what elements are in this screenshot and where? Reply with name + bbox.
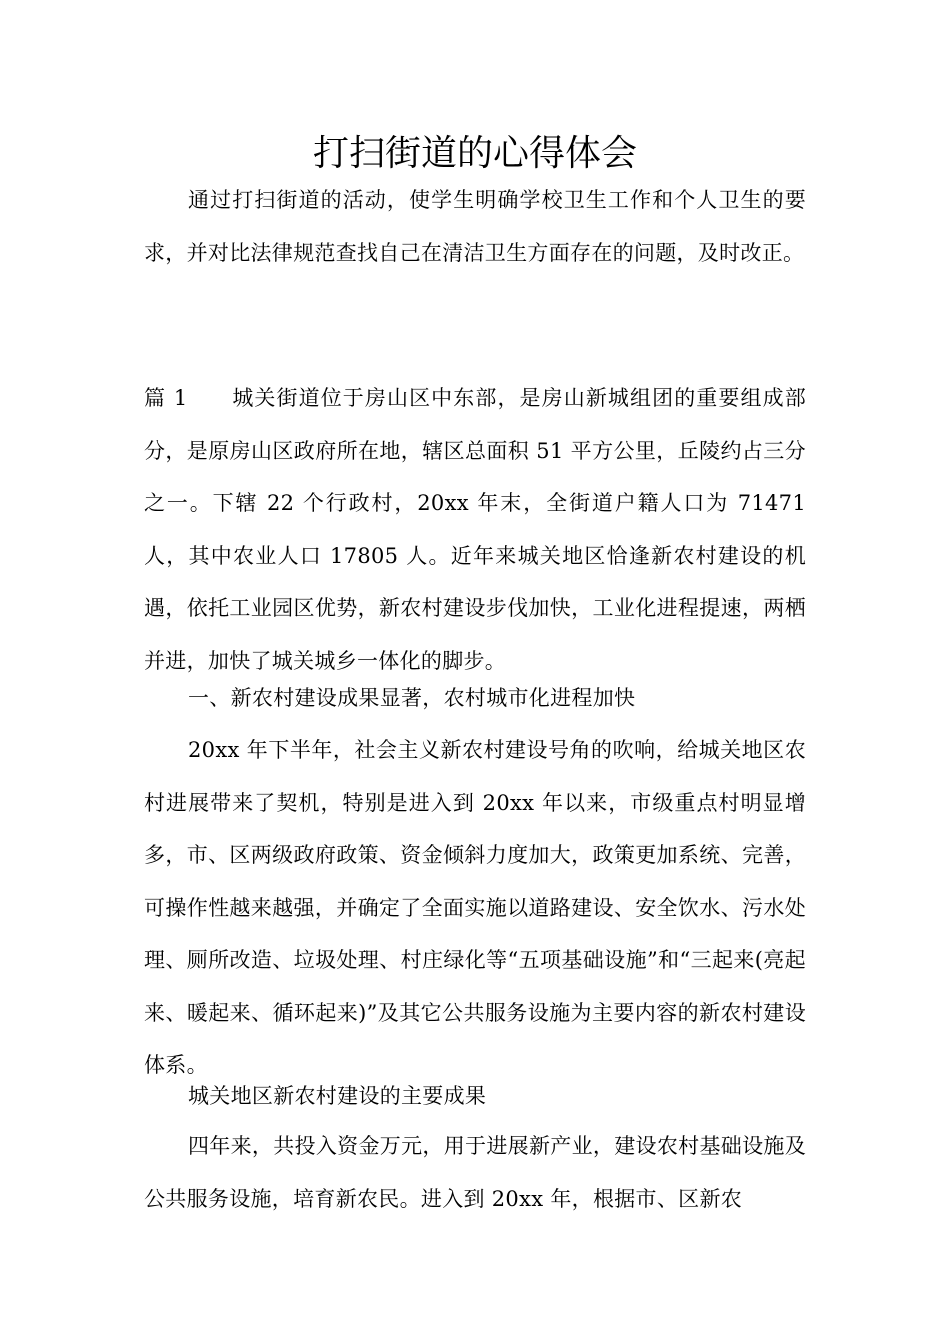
body-paragraph-1: 20xx 年下半年，社会主义新农村建设号角的吹响，给城关地区农村进展带来了契机，特别是进入到 20xx 年以来，市级重点村明显增多，市、区两级政府政策、资金倾斜力度加大，政策更加系统、完善，可操作性越来越强，并确定了全面实施以道路建设、安全饮水、污水处理、厕所改造、垃圾处理、村庄绿化等“五项基础设施”和“三起来(亮起来、暖起来、循环起来)”及其它公共服务设施为主要内容的新农村建设体系。: [144, 738, 806, 1077]
section-text: 城关街道位于房山区中东部，是房山新城组团的重要组成部分，是原房山区政府所在地，辖区总面积 51 平方公里，丘陵约占三分之一。下辖 22 个行政村，20xx 年末，全街道户籍人口为 71471 人，其中农业人口 17805 人。近年来城关地区恰逢新农村建设的机遇，依托工业园区优势，新农村建设步伐加快，工业化进程提速，两栖并进，加快了城关城乡一体化的脚步。: [144, 386, 806, 673]
intro-paragraph: 通过打扫街道的活动，使学生明确学校卫生工作和个人卫生的要求，并对比法律规范查找自己在清洁卫生方面存在的问题，及时改正。: [144, 188, 806, 265]
section-paragraph: [144, 372, 806, 687]
document-title: 打扫街道的心得体会: [312, 133, 637, 174]
section-label: 篇 1: [144, 386, 188, 410]
body-paragraph-2: 四年来，共投入资金万元，用于进展新产业，建设农村基础设施及公共服务设施，培育新农民。进入到 20xx 年，根据市、区新农: [144, 1134, 806, 1211]
section-heading-1: 一、新农村建设成果显著，农村城市化进程加快: [188, 686, 636, 710]
section-heading-2: 城关地区新农村建设的主要成果: [188, 1084, 487, 1108]
